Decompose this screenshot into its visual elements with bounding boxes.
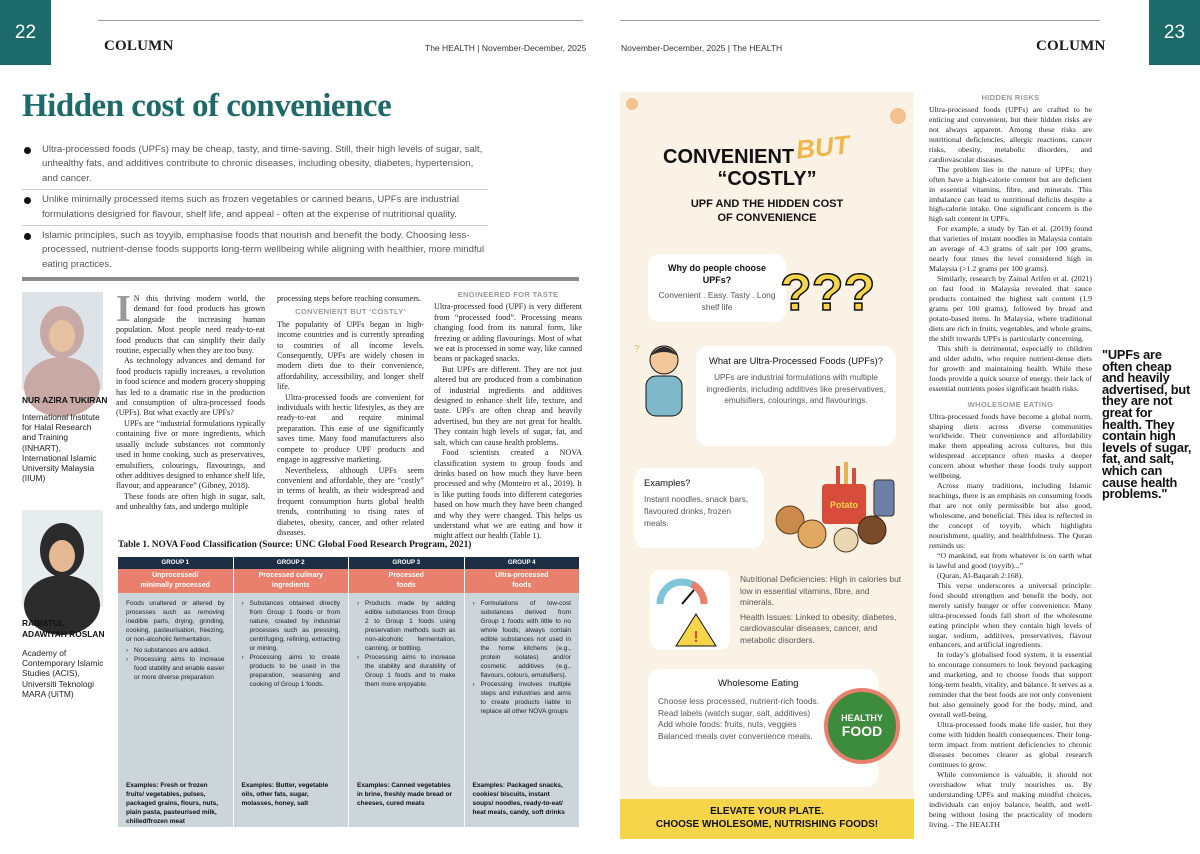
examples-text: Instant noodles, snack bars, flavoured drinks, frozen meals. [644, 494, 749, 528]
group-examples: Examples: Packaged snacks, cookies/ biscuits, instant soups/ noodles, ready-to-eat/ heat meals, candy, soft drinks [465, 777, 580, 827]
junk-food-illustration-icon [772, 460, 902, 556]
paragraph: Ultra-processed foods are convenient for individuals with hectic lifestyles, as they are ready-to-eat and require minimal preparation. This ease of use significantly saves time. Many food manufacturers also compete to produce UPF products and engage in aggressive marketing. [277, 392, 424, 465]
group-point: › Products made by adding edible substances from Group 2 to Group 1 foods using preservation methods such as non-alcoholic fermentation, canning, or bottling. [357, 599, 456, 653]
author-name-1: NUR AZIRA TUKIRAN [22, 395, 108, 405]
subheading: ENGINEERED FOR TASTE [457, 290, 559, 299]
paragraph: “O mankind, eat from whatever is on earth what is lawful and good (toyyib)...” [929, 550, 1092, 570]
paragraph: For example, a study by Tan et al. (2019) found that varieties of instant noodles in Malaysia contain an average of 4.3 grams of salt per 100 grams, nearly four times the level considered high in Malaysia (>1.2 grams per 100 grams). [929, 224, 1092, 274]
paragraph: Similarly, research by Zainal Arifen et al. (2021) on fast food in Malaysia revealed that sauce products contained the highest salt content (1.9 grams per 100 grams), followed by bread and potato-based items. In Malaysia, where traditional diets are rich in fruits, vegetables, and whole grains, the shift towards UPFs is particularly concerning. [929, 274, 1092, 343]
table-column-group-2 [234, 557, 349, 827]
article-column-3 [434, 287, 582, 542]
thinking-person-icon [634, 338, 694, 418]
header-rule-left [98, 20, 583, 21]
svg-text:?: ? [634, 344, 640, 355]
badge-text: HEALTHY [841, 713, 883, 723]
key-points [22, 143, 488, 278]
section-label-left: COLUMN [104, 38, 174, 54]
paragraph: Across many traditions, including Islamic teachings, there is an emphasis on consuming foods that are not only permissible but also good, wholesome, and beneficial. This idea is reflected in the concept of toyyib, which highlights nourishment, quality, and healthfulness. The Quran reminds us: [929, 481, 1092, 550]
warning-gauge-icon [650, 570, 730, 650]
group-description [234, 593, 349, 777]
group-name [349, 569, 464, 593]
group-point: › Processing aims to create products to be used in the preparation, seasoning and cooking of Group 1 foods. [242, 653, 341, 689]
group-description [349, 593, 464, 777]
group-desc-text: Foods unaltered or altered by processes such as removing inedible parts, drying, grinding, cooking, pasteurisation, freezing, or non-alcoholic fermentation. [126, 600, 225, 643]
page-number-left: 22 [0, 0, 51, 65]
group-point: › Formulations of low-cost substances derived from Group 1 foods with little to no whole foods; always contain edible substances not used in the home kitchens (e.g., protein isolates) and/or cosmetic additives (e.g., flavours, colours, emulsifiers). [473, 599, 572, 680]
author-photo-1 [22, 292, 103, 390]
risk-item: Health Issues: Linked to obesity, diabetes, cardiovascular diseases, cancer, and metabolic disorders. [740, 611, 897, 645]
subheading: WHOLESOME EATING [967, 399, 1054, 409]
subheading: CONVENIENT BUT ‘COSTLY’ [295, 307, 406, 317]
paragraph: Ultra-processed food (UPF) is very different from “processed food”. Processing means changing food from its natural form, like freezing or adding flavourings. Most of what we eat is processed in some way, like canned beans or packaged snacks. [434, 302, 582, 364]
publication-right: The HEALTH [732, 43, 783, 53]
key-point: Unlike minimally processed items such as frozen vegetables or canned beans, UPFs are industrial formulations designed for flavour, shelf life, and appeal - often at the expense of nutritional quality. [22, 193, 488, 226]
infographic-subtitle: UPF AND THE HIDDEN COST OF CONVENIENCE [690, 198, 844, 224]
paragraph: While convenience is valuable, it should not overshadow what truly nourishes us. By understanding UPFs and making mindful choices, individuals can enjoy balance, health, and well-being without losing the practicality of modern living. - The HEALTH [929, 769, 1092, 829]
author-affiliation-2: Academy of Contemporary Islamic Studies (ACIS), Universiti Teknologi MARA (UiTM) [22, 648, 104, 699]
paragraph: This verse underscores a universal principle: food should strengthen and benefit the body, not merely satisfy hunger or offer convenience. Many ultra-processed foods fall short of the wholesome eating principle when they contain high levels of sugar, sodium, additives, preservatives, flavour enhancers, and artificial ingredients. [929, 580, 1092, 650]
group-name-line: foods [512, 582, 532, 589]
group-name [465, 569, 580, 593]
svg-text:!: ! [693, 629, 699, 646]
question-marks-icon [780, 258, 876, 322]
wholesome-title: Wholesome Eating [718, 678, 799, 689]
infographic [620, 92, 914, 839]
paragraph: Food scientists created a NOVA classification system to group foods and drinks based on how much they have been processed and why (Monteiro et al., 2019). It is like putting foods into different categories based on how much they have been changed and why they were changed. This helps us understand what we are eating and how it might affect our health (Table 1). [434, 448, 582, 541]
pull-quote: "UPFs are often cheap and heavily advertised, but they are not great for health. They contain high levels of sugar, fat, and salt, which can cause health problems." [1102, 347, 1192, 502]
healthy-food-badge [824, 688, 900, 764]
table-column-group-4 [465, 557, 580, 827]
group-name [234, 569, 349, 593]
page-number-right: 23 [1149, 0, 1200, 65]
person-portrait-icon [22, 292, 103, 390]
infographic-footer [620, 799, 914, 839]
decoration-dot [626, 98, 638, 110]
paragraph: Nevertheless, although UPFs seem convenient and affordable, they are “costly” in terms of health, as their widespread and frequent consumption hurts global health trends, contributing to rising rates of diabetes, obesity, cancer, and other related diseases. [277, 465, 424, 537]
wholesome-item: Balanced meals over convenience meals. [658, 730, 813, 741]
potato-label: Potato [830, 500, 858, 510]
article-column-right [929, 90, 1092, 830]
group-description [465, 593, 580, 777]
header-rule-right [620, 20, 1100, 21]
why-text: Convenient . Easy. Tasty . Long shelf life [658, 290, 776, 312]
title-costly: “COSTLY” [717, 168, 817, 190]
group-examples: Examples: Fresh or frozen fruits/ vegetables, pulses, packaged grains, flours, nuts, plain pasta, pasteurised milk, chilled/frozen meat [118, 777, 233, 827]
group-label: GROUP 4 [465, 557, 580, 569]
publication-left: The HEALTH [425, 43, 475, 53]
examples-title: Examples? [644, 477, 691, 488]
paragraph: As technology advances and demand for food products rapidly increases, a revolution in food science and modern grocery shopping has led to a dramatic rise in the production and consumption of ultra-processed foods (UPFs). But what exactly are UPFs? [116, 356, 265, 418]
group-examples: Examples: Butter, vegetable oils, other fats, sugar, molasses, honey, salt [234, 777, 349, 827]
wholesome-item: Add whole foods: fruits, nuts, veggies [658, 719, 797, 730]
group-name [118, 569, 233, 593]
what-text: UPFs are industrial formulations with multiple ingredients, including additives like preservatives, emulsifiers, colourings, and flavourings. [706, 373, 886, 406]
issue-line-left: The HEALTH | November-December, 2025 [425, 43, 587, 53]
title-but: BUT [794, 129, 851, 165]
nova-table [118, 557, 579, 827]
section-label-right: COLUMN [1036, 38, 1106, 54]
paragraph: Ultra-processed foods make life easier, but they come with hidden health consequences. Their long-term impact from nutrient deficiencies to chronic diseases becomes clearer as global research continues to grow. [929, 720, 1092, 769]
paragraph: But UPFs are different. They are not just altered but are produced from a combination of industrial ingredients and additives designed to enhance shelf life, texture, and taste. UPFs are often cheap and heavily advertised, but they are not great for health. They contain high levels of sugar, fat, and salt, which can cause health problems. [434, 364, 582, 447]
why-title: Why do people choose UPFs? [667, 263, 766, 285]
key-point: Ultra-processed foods (UPFs) may be cheap, tasty, and time-saving. Still, their high levels of sugar, salt, unhealthy fats, and additives contribute to chronic diseases, including obesity, diabetes, hypertension, and cancer. [22, 143, 488, 190]
group-name-line: Unprocessed/ [152, 572, 199, 579]
author-affiliation-1: International Institute for Halal Research and Training (INHART), International Islamic University Malaysia (IIUM) [22, 412, 100, 484]
paragraph: Ultra-processed foods have become a global norm, shaping diets across diverse communities worldwide. Their convenience and affordability make them appealing across cultures, but this widespread acceptance often masks a deeper concern about whether these foods truly support wellbeing. [929, 411, 1092, 481]
author-photo-2 [22, 510, 103, 607]
group-point: › Processing involves multiple steps and industries and aims to create products liable to replace all other NOVA groups [473, 680, 572, 716]
group-name-line: foods [396, 582, 416, 589]
group-point: › Processing aims to increase the stability and durability of Group 1 foods and to make them more enjoyable. [357, 653, 456, 689]
what-title: What are Ultra-Processed Foods (UPFs)? [708, 355, 883, 366]
group-name-line: minimally processed [140, 582, 210, 589]
paragraph: These foods are often high in sugar, salt, and unhealthy fats, and undergo multiple [116, 491, 265, 512]
decoration-dot [890, 108, 906, 124]
group-point: › Processing aims to increase food stability and enable easier or more diverse preparation [126, 655, 225, 682]
author-name-2: RABIATUL ADAWIYAH ROSLAN [22, 618, 105, 639]
title-convenient: CONVENIENT [663, 146, 795, 168]
examples-bubble [634, 468, 764, 548]
paragraph: The popularity of UPFs began in high-income countries and is currently spreading to countries of all income levels. Consequently, UPFs are widely chosen in modern diets due to their convenience, affordability, accessibility, and longer shelf life. [277, 319, 424, 392]
group-description [118, 593, 233, 777]
paragraph: processing steps before reaching consumers. [277, 294, 422, 303]
group-name-line: Ultra-processed [495, 572, 549, 579]
risk-item: Nutritional Deficiencies: High in calories but low in essential vitamins, fibre, and minerals. [740, 574, 902, 608]
headline: Hidden cost of convenience [22, 88, 392, 124]
table-column-group-3 [349, 557, 464, 827]
key-point: Islamic principles, such as toyyib, emphasise foods that nourish and benefit the body. Choosing less-processed, nutrient-dense foods supports long-term wellbeing while aligning with healthier, more mindful eating practices. [22, 229, 488, 275]
paragraph: In today’s globalised food system, it is essential to encourage consumers to look beyond packaging and marketing, and to choose foods that support long-term health, vitality, and balance. It serves as a reminder that the best foods are not only convenient but also genuinely good for the body, mind, and overall well-being. [929, 650, 1092, 720]
article-column-1 [116, 288, 265, 513]
paragraph: N this thriving modern world, the demand for food products has grown alongside the increasing human population. Most people need ready-to-eat food products that can simplify their daily routine, especially when they are too busy. [116, 294, 265, 356]
why-bubble [648, 254, 786, 322]
risks-list [732, 574, 902, 647]
group-label: GROUP 3 [349, 557, 464, 569]
paragraph: Ultra-processed foods (UPFs) are crafted to be enticing and convenient, but their hidden risks are not always apparent. Among these risks are nutritional deficiencies, allergic reactions, cancer risks, obesity, metabolic disorders, and cardiovascular diseases. [929, 104, 1092, 164]
table-column-group-1 [118, 557, 233, 827]
badge-text: FOOD [841, 723, 883, 739]
group-name-line: ingredients [271, 582, 310, 589]
table-title: Table 1. NOVA Food Classification (Source: UNC Global Food Research Program, 2021) [118, 540, 472, 550]
issue-date-right: November-December, 2025 [621, 43, 726, 53]
subheading: HIDDEN RISKS [981, 93, 1040, 102]
paragraph: This shift is detrimental, especially to children and older adults, who require nutrient-dense diets for growth and maintaining health. While these foods provide a quick source of energy, their lack of essential nutrients poses significant health risks. [929, 343, 1092, 393]
paragraph: UPFs are “industrial formulations typically containing five or more ingredients, which usually include substances not commonly used in home cooking, such as preservatives, emulsifiers, colourings, flavourings, and other additives designed to enhance shelf life, flavour, and appearance” (Gibney, 2018). [116, 418, 265, 491]
group-label: GROUP 1 [118, 557, 233, 569]
infographic-title [620, 129, 914, 225]
group-point: › No substances are added. [126, 646, 225, 655]
drop-cap: I [116, 288, 131, 330]
issue-date-left: November-December, 2025 [481, 43, 587, 53]
wholesome-item: Choose less processed, nutrient-rich foods. [658, 696, 820, 706]
person-portrait-icon [22, 510, 103, 607]
group-label: GROUP 2 [234, 557, 349, 569]
footer-line: ELEVATE YOUR PLATE. [710, 806, 824, 817]
group-examples: Examples: Canned vegetables in brine, freshly made bread or cheeses, cured meats [349, 777, 464, 827]
wholesome-item: Read labels (watch sugar, salt, additives) [658, 707, 811, 718]
issue-line-right: November-December, 2025 | The HEALTH [621, 43, 783, 53]
what-bubble [696, 346, 896, 446]
article-column-2 [277, 294, 424, 538]
group-point: › Substances obtained directly from Group 1 foods or from nature, created by industrial processes such as pressing, centrifuging, refining, extracting or mining. [242, 599, 341, 653]
article-top-bar [22, 277, 579, 281]
group-name-line: Processed [388, 572, 424, 579]
svg-text:???: ??? [780, 264, 876, 322]
group-name-line: Processed culinary [258, 572, 323, 579]
paragraph: (Quran, Al-Baqarah 2:168). [937, 570, 1024, 580]
footer-line: CHOOSE WHOLESOME, NUTRISHING FOODS! [655, 819, 879, 830]
paragraph: The problem lies in the nature of UPFs; they often have a high-calorie content but are deficient in essential vitamins, fibre, and minerals. This imbalance can lead to nutritional deficits despite a high-calorie intake. One significant concern is the high salt content in UPFs. [929, 164, 1092, 224]
